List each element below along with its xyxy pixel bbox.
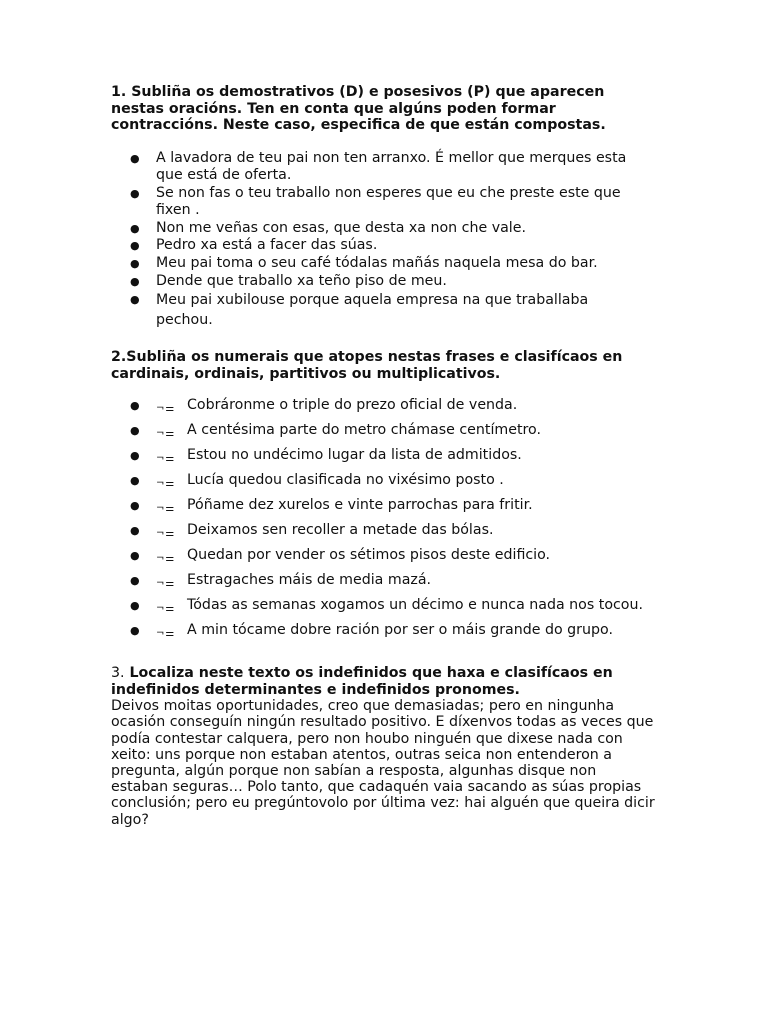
list-item-text: Pedro xa está a facer das súas. — [156, 237, 378, 254]
bullet-icon: ● — [130, 151, 140, 165]
bullet-icon: ● — [130, 239, 140, 253]
marker-glyph: ¬⚌ — [156, 428, 176, 440]
section3-number: 3. — [111, 665, 125, 682]
list-item-text: Dende que traballo xa teño piso de meu. — [156, 272, 447, 289]
list-item-text: Se non fas o teu traballo non esperes que eu che preste este que fixen . — [156, 184, 621, 219]
bullet-icon: ● — [130, 186, 140, 200]
section1-list — [111, 150, 656, 331]
list-item — [111, 547, 656, 567]
marker-glyph: ¬⚌ — [156, 603, 176, 615]
bullet-icon: ● — [130, 221, 140, 235]
marker-glyph: ¬⚌ — [156, 453, 176, 465]
marker-glyph: ¬⚌ — [156, 528, 176, 540]
list-item-text: Meu pai xubilouse porque aquela empresa na que traballaba pechou. — [156, 292, 589, 329]
list-item — [111, 150, 646, 185]
bullet-icon: ● — [130, 549, 140, 563]
bullet-icon: ● — [130, 599, 140, 613]
list-item-text: A lavadora de teu pai non ten arranxo. É mellor que merques esta que está de oferta. — [156, 149, 627, 184]
marker-glyph: ¬⚌ — [156, 478, 176, 490]
list-item-text: Lucía quedou clasificada no vixésimo posto . — [187, 472, 504, 489]
list-item — [111, 237, 656, 255]
list-item — [111, 447, 656, 467]
list-item-text: Estragaches máis de media mazá. — [187, 572, 432, 589]
list-item-text: Póñame dez xurelos e vinte parrochas para fritir. — [187, 497, 533, 514]
section2-list — [111, 397, 656, 642]
bullet-icon: ● — [130, 474, 140, 488]
document-page — [111, 84, 656, 828]
bullet-icon: ● — [130, 624, 140, 638]
list-item-text: Cobráronme o triple do prezo oficial de venda. — [187, 397, 518, 414]
list-item-text: Quedan por vender os sétimos pisos deste edificio. — [187, 547, 551, 564]
list-item-text: Tódas as semanas xogamos un décimo e nunca nada nos tocou. — [187, 597, 643, 614]
list-item-text: A min tócame dobre ración por ser o máis grande do grupo. — [187, 622, 613, 639]
list-item-text: Meu pai toma o seu café tódalas mañás naquela mesa do bar. — [156, 255, 598, 272]
section3-heading-text: Localiza neste texto os indefinidos que haxa e clasifícaos en indefinidos determinantes e indefinidos pronomes. — [111, 665, 613, 698]
bullet-icon: ● — [130, 449, 140, 463]
list-item — [111, 397, 656, 417]
section3-heading — [111, 665, 656, 698]
bullet-icon: ● — [130, 257, 140, 271]
marker-glyph: ¬⚌ — [156, 553, 176, 565]
bullet-icon: ● — [130, 293, 140, 307]
marker-glyph: ¬⚌ — [156, 578, 176, 590]
list-item — [111, 255, 656, 273]
list-item — [111, 422, 656, 442]
list-item-text: Deixamos sen recoller a metade das bólas. — [187, 522, 494, 539]
list-item — [111, 622, 656, 642]
list-item — [111, 497, 656, 517]
list-item — [111, 220, 656, 238]
marker-glyph: ¬⚌ — [156, 628, 176, 640]
bullet-icon: ● — [130, 574, 140, 588]
bullet-icon: ● — [130, 524, 140, 538]
list-item — [111, 522, 656, 542]
bullet-icon: ● — [130, 499, 140, 513]
marker-glyph: ¬⚌ — [156, 403, 176, 415]
bullet-icon: ● — [130, 399, 140, 413]
list-item-text: Non me veñas con esas, que desta xa non che vale. — [156, 219, 526, 236]
list-item-text: A centésima parte do metro chámase centímetro. — [187, 422, 541, 439]
section1-heading: 1. Subliña os demostrativos (D) e posesivos (P) que aparecen nestas oracións. Ten en conta que algúns poden formar contraccións. Neste caso, especifica de que están compostas. — [111, 84, 606, 133]
list-item-text: Estou no undécimo lugar da lista de admitidos. — [187, 447, 522, 464]
list-item — [111, 472, 656, 492]
bullet-icon: ● — [130, 424, 140, 438]
section2-heading: 2.Subliña os numerais que atopes nestas frases e clasifícaos en cardinais, ordinais, partitivos ou multiplicativos. — [111, 349, 623, 382]
section3-paragraph: Deivos moitas oportunidades, creo que demasiadas; pero en ningunha ocasión conseguín ningún resultado positivo. E díxenvos todas as veces que podía contestar calquera, pero non houbo ninguén que dixese nada con xeito: uns porque non estaban atentos, outras seica non entenderon a pregunta, algún porque non sabían a resposta, algunhas disque non estaban seguras… Polo tanto, que cadaquén vaia sacando as súas propias conclusión; pero eu pregúntovolo por última vez: hai alguén que queira dicir algo? — [111, 698, 655, 828]
list-item — [111, 597, 656, 617]
list-item — [111, 273, 656, 291]
list-item — [111, 572, 656, 592]
marker-glyph: ¬⚌ — [156, 503, 176, 515]
bullet-icon: ● — [130, 274, 140, 288]
list-item — [111, 185, 626, 220]
list-item — [111, 290, 626, 330]
